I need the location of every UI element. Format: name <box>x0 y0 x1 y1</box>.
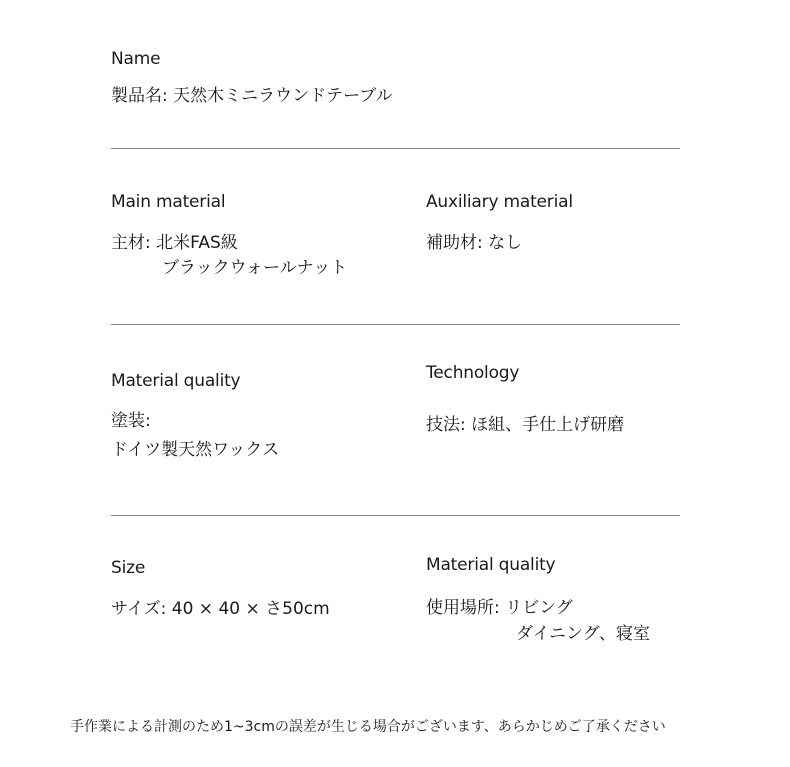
product-name-value: 製品名: 天然木ミニラウンドテーブル <box>111 86 393 106</box>
usage-value: 使用場所: リビング <box>426 598 573 618</box>
material-quality-heading: Material quality <box>111 371 241 391</box>
usage-heading: Material quality <box>426 555 556 575</box>
coating-label: 塗装: <box>111 411 151 431</box>
size-value: サイズ: 40 × 40 × さ50cm <box>111 599 330 619</box>
divider <box>111 515 680 516</box>
measurement-disclaimer: 手作業による計測のため1~3cmの誤差が生じる場合がございます、あらかじめご了承ください <box>70 719 666 735</box>
technology-heading: Technology <box>426 363 520 383</box>
divider <box>111 148 680 149</box>
coating-value: ドイツ製天然ワックス <box>111 440 280 460</box>
name-heading: Name <box>111 49 161 69</box>
main-material-heading: Main material <box>111 192 226 212</box>
divider <box>111 324 680 325</box>
size-heading: Size <box>111 558 146 578</box>
technology-value: 技法: ほ組、手仕上げ研磨 <box>426 415 625 435</box>
main-material-value: 主材: 北米FAS級 <box>111 233 238 253</box>
usage-value-line2: ダイニング、寝室 <box>516 624 650 644</box>
auxiliary-material-value: 補助材: なし <box>426 233 523 253</box>
main-material-value-line2: ブラックウォールナット <box>162 258 348 278</box>
auxiliary-material-heading: Auxiliary material <box>426 192 573 212</box>
